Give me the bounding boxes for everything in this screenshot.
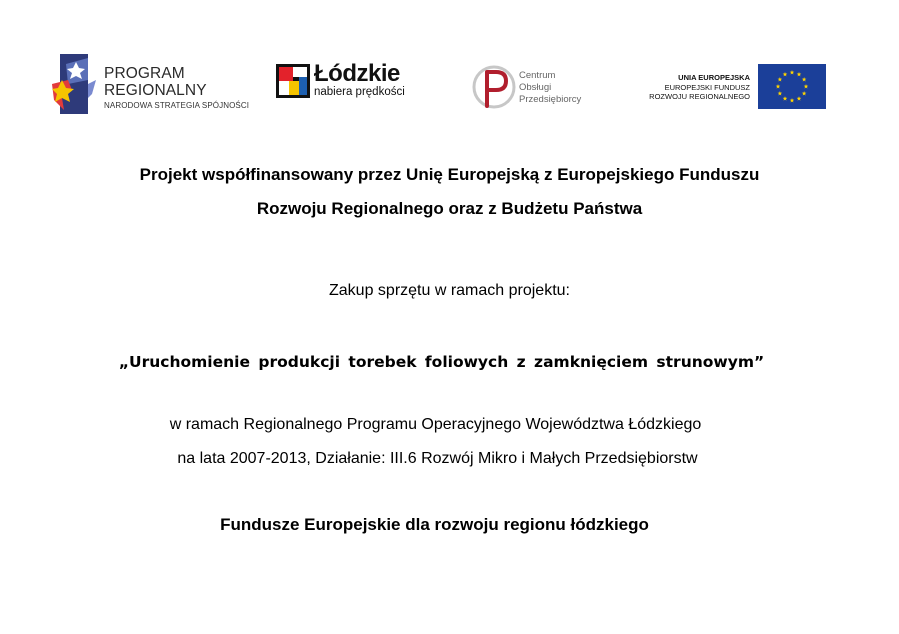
headline-line2: Rozwoju Regionalnego oraz z Budżetu Państwa [256,199,643,218]
project-title: „Uruchomienie produkcji torebek foliowych z zamknięciem strunowym” [118,353,765,371]
program-regionalny-line2: REGIONALNY [104,82,207,99]
unia-line1: UNIA EUROPEJSKA [678,73,750,82]
program-regionalny-logo [52,52,252,116]
unia-europejska-logo [640,64,826,110]
logo-bar [0,0,899,130]
lodzkie-logo [276,60,426,104]
centrum-line1: Centrum [519,70,556,81]
footer-slogan: Fundusze Europejskie dla rozwoju regionu łódzkiego [220,515,649,534]
centrum-obslugi-text [519,70,581,106]
lodzkie-emblem-icon [276,64,310,98]
purchase-label: Zakup sprzętu w ramach projektu: [329,282,570,299]
program-regionalny-emblem-icon [52,54,100,114]
lodzkie-name: Łódzkie [314,60,400,87]
lodzkie-slogan: nabiera prędkości [314,86,405,98]
eu-flag-icon [758,64,826,109]
unia-europejska-text [649,73,750,102]
centrum-line2: Obsługi [519,82,552,93]
unia-line3: ROZWOJU REGIONALNEGO [649,92,750,101]
headline-line1: Projekt współfinansowany przez Unię Europejską z Europejskiego Funduszu [139,165,760,184]
unia-line2: EUROPEJSKI FUNDUSZ [664,82,750,92]
centrum-line3: Przedsiębiorcy [519,94,582,105]
program-line1: w ramach Regionalnego Programu Operacyjnego Województwa Łódzkiego [169,416,702,433]
centrum-obslugi-logo [472,64,592,112]
program-regionalny-text [104,66,249,110]
centrum-obslugi-emblem-icon [472,64,516,112]
program-regionalny-tagline: NARODOWA STRATEGIA SPÓJNOŚCI [104,101,250,110]
program-regionalny-line1: PROGRAM [104,65,185,82]
program-line2: na lata 2007-2013, Działanie: III.6 Rozwój Mikro i Małych Przedsiębiorstw [177,450,698,467]
